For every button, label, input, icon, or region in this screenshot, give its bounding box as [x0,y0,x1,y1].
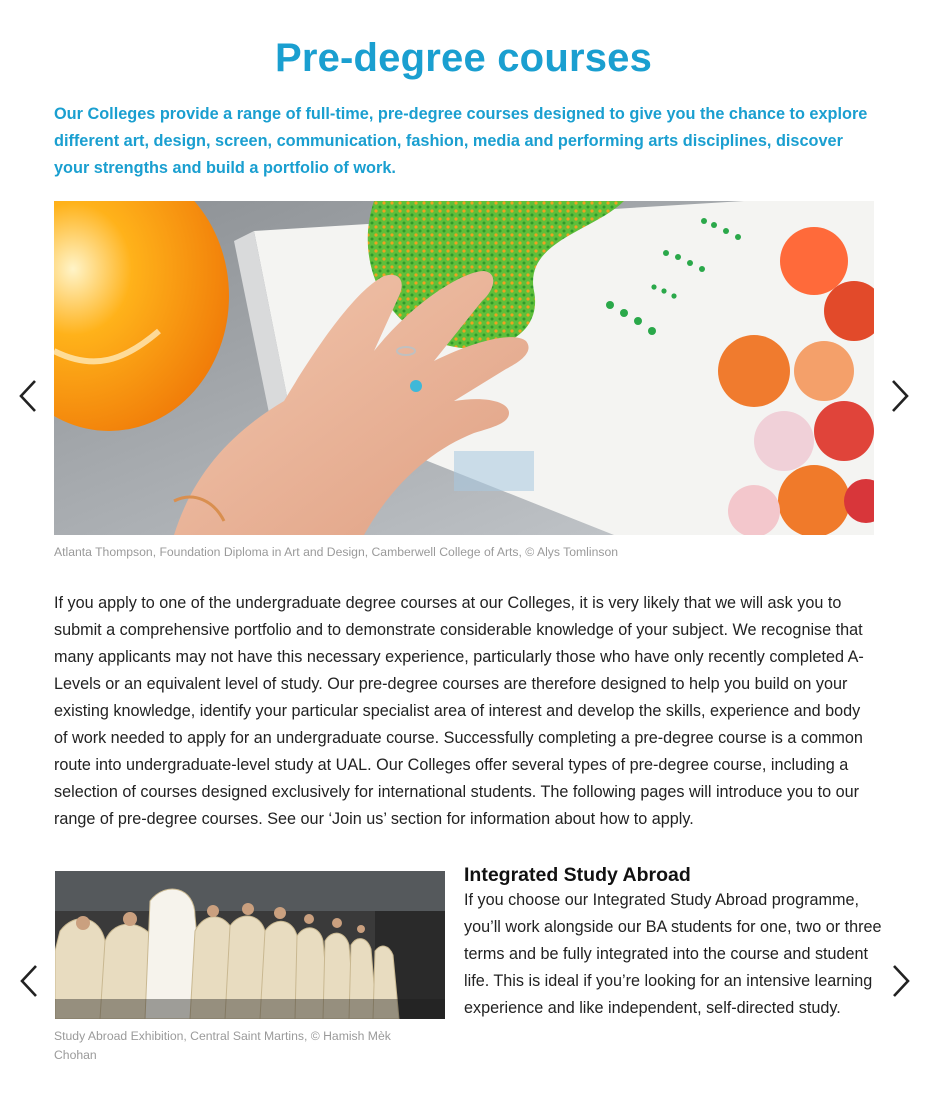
hero-prev-button[interactable] [14,376,42,416]
hero-image [54,201,874,535]
chevron-right-icon [891,964,911,998]
integrated-study-abroad-text: If you choose our Integrated Study Abroad programme, you’ll work alongside our BA students for one, two or three terms and be fully integrated into the course and student life. This is ideal if you’re looking for an intensive learning experience and like independent, self-directed study. [464,891,882,1017]
page-title: Pre-degree courses [274,36,653,80]
chevron-left-icon [19,964,39,998]
slide-prev-button[interactable] [15,961,43,1001]
body-paragraph: If you apply to one of the undergraduate degree courses at our Colleges, it is very likely that we will ask you to submit a comprehensive portfolio and to demonstrate considerable knowledge of your subject. We recognise that many applicants may not have this necessary experience, particularly those who have only recently completed A-Levels or an equivalent level of study. Our pre-degree courses are therefore designed to help you build on your existing knowledge, identify your particular specialist area of interest and develop the skills, experience and body of work needed to apply for an undergraduate course. Successfully completing a pre-degree course is a common route into undergraduate-level study at UAL. Our Colleges offer several types of pre-degree course, including a selection of courses designed exclusively for international students. The following pages will introduce you to our range of pre-degree courses. See our ‘Join us’ section for information about how to apply. [54,594,864,828]
hero-caption: Atlanta Thompson, Foundation Diploma in Art and Design, Camberwell College of Arts, © Alys Tomlinson [54,545,619,559]
chevron-right-icon [890,379,910,413]
study-abroad-image [55,871,445,1019]
slide-caption: Study Abroad Exhibition, Central Saint Martins, © Hamish Mèk Chohan [54,1029,391,1062]
integrated-study-abroad-heading: Integrated Study Abroad [464,864,691,886]
slide-next-button[interactable] [887,961,915,1001]
intro-text: Our Colleges provide a range of full-time, pre-degree courses designed to give you the chance to explore different art, design, screen, communication, fashion, media and performing arts disciplines, discover your strengths and build a portfolio of work. [54,105,868,177]
chevron-left-icon [18,379,38,413]
hero-next-button[interactable] [886,376,914,416]
